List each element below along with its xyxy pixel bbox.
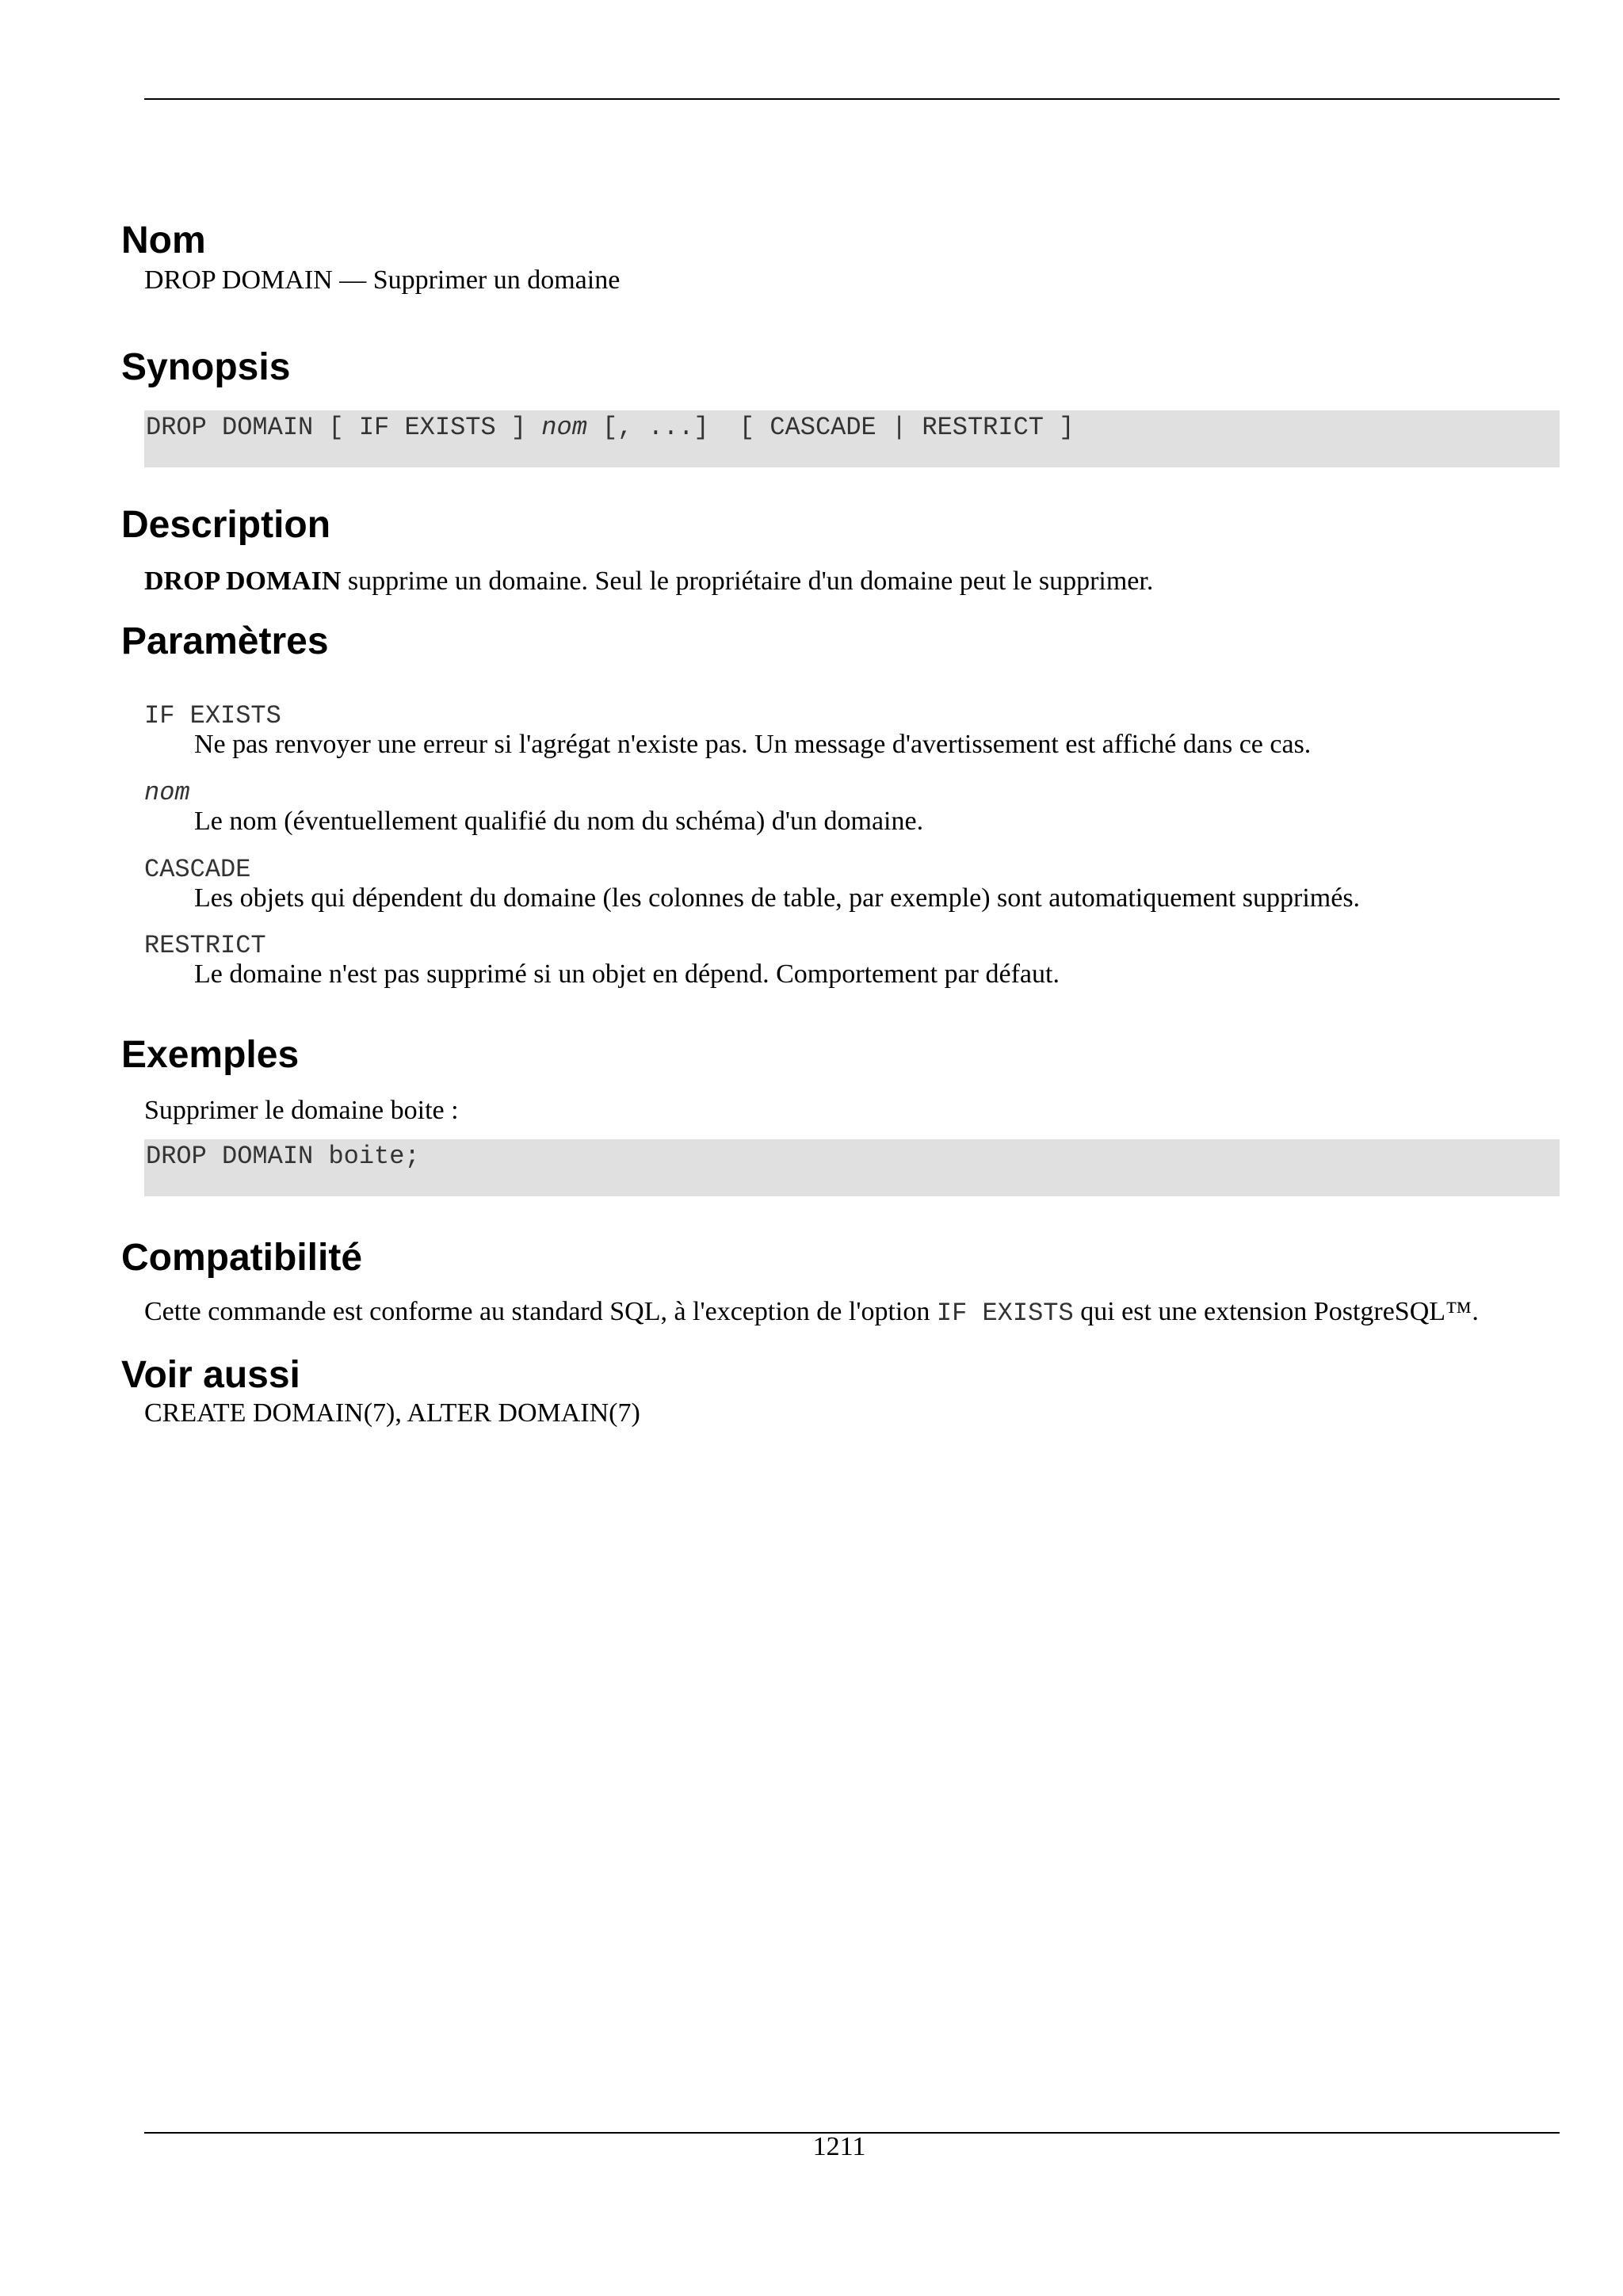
section-heading-parametres: Paramètres: [121, 620, 329, 662]
compatibilite-text-pre: Cette commande est conforme au standard SQL, à l'exception de l'option: [144, 1297, 937, 1326]
description-command: DROP DOMAIN: [144, 566, 342, 596]
exemples-code: DROP DOMAIN boite;: [146, 1142, 420, 1171]
header-rule: [144, 98, 1560, 100]
page-number: 1211: [812, 2132, 866, 2161]
param-term-if-exists: IF EXISTS: [144, 701, 281, 730]
exemples-code-block: [144, 1139, 1560, 1196]
param-desc-if-exists: Ne pas renvoyer une erreur si l'agrégat n'existe pas. Un message d'avertissement est affiché dans ce cas.: [194, 730, 1312, 759]
compatibilite-text-post: qui est une extension PostgreSQL™.: [1073, 1297, 1479, 1326]
section-heading-exemples: Exemples: [121, 1034, 300, 1076]
section-heading-voir-aussi: Voir aussi: [121, 1354, 300, 1396]
synopsis-code-param: nom: [541, 413, 587, 442]
section-heading-synopsis: Synopsis: [121, 346, 291, 388]
synopsis-code-pre: DROP DOMAIN [ IF EXISTS ]: [146, 413, 542, 442]
section-heading-description: Description: [121, 504, 331, 546]
nom-text: DROP DOMAIN — Supprimer un domaine: [144, 265, 621, 295]
param-desc-cascade: Les objets qui dépendent du domaine (les colonnes de table, par exemple) sont automatiquement supprimés.: [194, 883, 1361, 913]
param-desc-restrict: Le domaine n'est pas supprimé si un objet en dépend. Comportement par défaut.: [194, 959, 1060, 989]
synopsis-code-block: [144, 410, 1560, 467]
param-term-restrict: RESTRICT: [144, 931, 266, 960]
param-desc-nom: Le nom (éventuellement qualifié du nom du schéma) d'un domaine.: [194, 807, 924, 836]
description-body: supprime un domaine. Seul le propriétaire d'un domaine peut le supprimer.: [341, 566, 1154, 596]
param-term-cascade: CASCADE: [144, 855, 251, 884]
param-term-nom: nom: [144, 778, 190, 807]
compatibilite-text: [144, 1295, 1479, 1331]
voir-aussi-text: CREATE DOMAIN(7), ALTER DOMAIN(7): [144, 1398, 640, 1428]
exemples-intro: Supprimer le domaine boite :: [144, 1096, 459, 1125]
synopsis-code-post: [, ...] [ CASCADE | RESTRICT ]: [586, 413, 1075, 442]
section-heading-nom: Nom: [121, 219, 206, 261]
compatibilite-option: IF EXISTS: [936, 1299, 1074, 1328]
description-text: [144, 564, 1153, 599]
section-heading-compatibilite: Compatibilité: [121, 1237, 363, 1279]
